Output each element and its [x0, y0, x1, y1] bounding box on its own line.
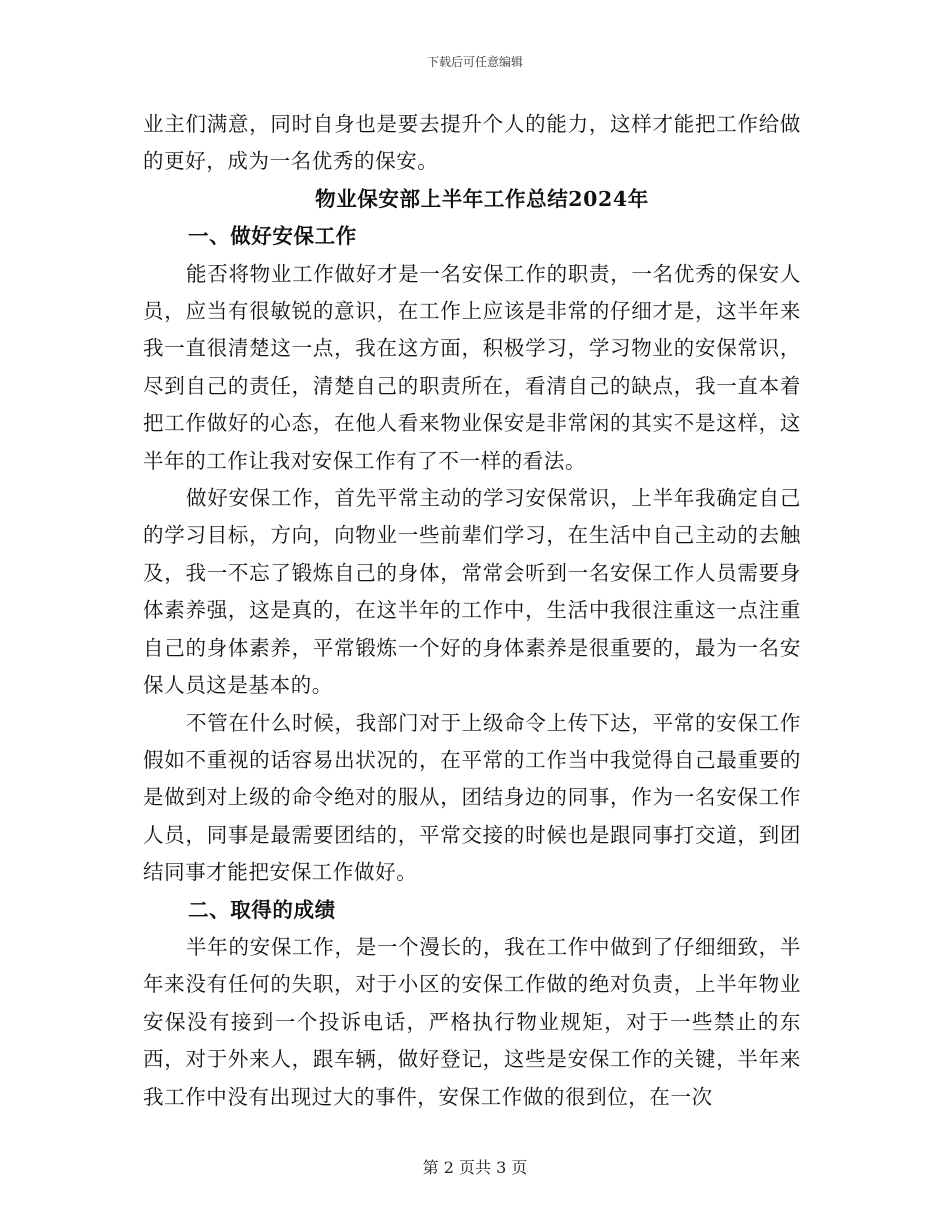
header-note: 下载后可任意编辑: [426, 55, 523, 69]
section-1-paragraph-2: 做好安保工作，首先平常主动的学习安保常识，上半年我确定自己的学习目标，方向，向物业一些前辈们学习，在生活中自己主动的去触及，我一不忘了锻炼自己的身体，常常会听到一名安保工作人员需要身体素养强，这是真的，在这半年的工作中，生活中我很注重这一点注重自己的身体素养，平常锻炼一个好的身体素养是很重要的，最为一名安保人员这是基本的。: [143, 486, 801, 698]
section-heading-1: 一、做好安保工作: [188, 224, 357, 249]
section-1-paragraph-3: 不管在什么时候，我部门对于上级命令上传下达，平常的安保工作假如不重视的话容易出状况的，在平常的工作当中我觉得自己最重要的是做到对上级的命令绝对的服从，团结身边的同事，作为一名安保工作人员，同事是最需要团结的，平常交接的时候也是跟同事打交道，到团结同事才能把安保工作做好。: [143, 710, 801, 885]
document-title: 物业保安部上半年工作总结2024年: [315, 186, 649, 211]
section-heading-2: 二、取得的成绩: [188, 897, 336, 922]
intro-paragraph: 业主们满意，同时自身也是要去提升个人的能力，这样才能把工作给做的更好，成为一名优秀的保安。: [143, 112, 801, 174]
section-1-paragraph-1: 能否将物业工作做好才是一名安保工作的职责，一名优秀的保安人员，应当有很敏锐的意识，在工作上应该是非常的仔细才是，这半年来我一直很清楚这一点，我在这方面，积极学习，学习物业的安保常识，尽到自己的责任，清楚自己的职责所在，看清自己的缺点，我一直本着把工作做好的心态，在他人看来物业保安是非常闲的其实不是这样，这半年的工作让我对安保工作有了不一样的看法。: [143, 261, 801, 473]
page-number: 第 2 页共 3 页: [422, 1158, 528, 1177]
section-2-paragraph-1: 半年的安保工作，是一个漫长的，我在工作中做到了仔细细致，半年来没有任何的失职，对于小区的安保工作做的绝对负责，上半年物业安保没有接到一个投诉电话，严格执行物业规矩，对于一些禁止的东西，对于外来人，跟车辆，做好登记，这些是安保工作的关键，半年来我工作中没有出现过大的事件，安保工作做的很到位，在一次: [143, 934, 801, 1109]
document-body: [143, 106, 801, 1116]
